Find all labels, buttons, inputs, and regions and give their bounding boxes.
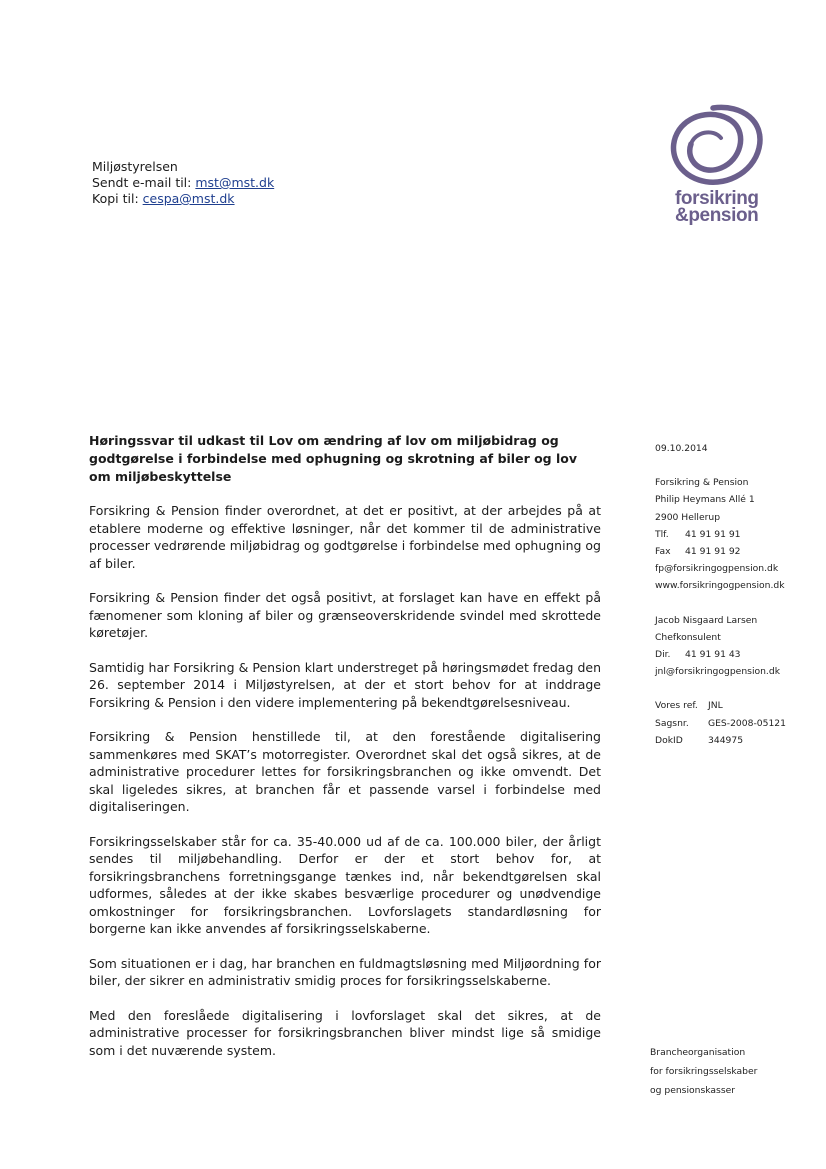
tagline-line-1: Brancheorganisation (650, 1047, 746, 1058)
sent-to-email-link[interactable]: mst@mst.dk (195, 175, 275, 190)
tagline-line-3: og pensionskasser (650, 1085, 736, 1096)
document-id-label: DokID (655, 734, 683, 746)
direct-phone-label: Dir. (655, 649, 671, 661)
logo-line-1: forsikring (675, 188, 759, 209)
paragraph: Som situationen er i dag, har branchen en fuldmagtsløsning med Miljøordning for biler, der sikrer en administrativ smidig proces for forsikringsselskaberne. (89, 955, 601, 988)
recipient-name: Miljøstyrelsen (92, 159, 178, 174)
fax-value: 41 91 91 92 (685, 546, 741, 558)
contact-name: Jacob Nisgaard Larsen (655, 614, 758, 626)
paragraph: Forsikringsselskaber står for ca. 35-40.000 ud af de ca. 100.000 biler, der årligt sendes til miljøbehandling. Derfor er der et stort behov for, at forsikringsbranchens forretningsgange tænkes ind, når bekendtgørelsen skal udformes, således at der ikke skabes besværlige procedurer og unødvendige omkostninger for forsikringsbranchen. Lovforslagets standardløsning for borgerne kan ikke anvendes af forsikringsselskaberne. (89, 833, 601, 936)
reference-label: Vores ref. (655, 700, 698, 712)
paragraph: Samtidig har Forsikring & Pension klart understreget på høringsmødet fredag den 26. september 2014 i Miljøstyrelsen, at der et stort behov for at inddrage Forsikring & Pension i den videre implementering på bekendtgørelsesniveau. (89, 659, 601, 710)
case-number-value: GES-2008-05121 (708, 717, 786, 729)
logo-line-2: &pension (675, 205, 759, 226)
org-street: Philip Heymans Allé 1 (655, 494, 755, 506)
reference-row (655, 697, 786, 714)
copy-to-label: Kopi til: (92, 191, 143, 206)
tagline-line-2: for forsikringsselskaber (650, 1066, 758, 1077)
copy-to-email-link[interactable]: cespa@mst.dk (142, 191, 235, 206)
paragraph: Forsikring & Pension finder overordnet, at det er positivt, at der arbejdes på at etablere moderne og effektive løsninger, når det kommer til de administrative processer vedrørende miljøbidrag og godtgørelse i forbindelse med ophugning og af biler. (89, 503, 601, 571)
paragraph: Forsikring & Pension finder det også positivt, at forslaget kan have en effekt på fænomener som kloning af biler og grænseoverskridende svindel med skrottede køretøjer. (89, 590, 601, 640)
reference-value: JNL (708, 700, 723, 712)
recipient-block (92, 159, 274, 207)
company-logo (657, 100, 767, 224)
case-number-row (655, 715, 786, 732)
letter-date: 09.10.2014 (655, 443, 708, 454)
logo-swirl-icon (661, 100, 765, 188)
copy-to-line (92, 191, 274, 207)
sent-to-line (92, 175, 274, 191)
fax-row (655, 543, 786, 560)
org-website: www.forsikringogpension.dk (655, 580, 785, 592)
direct-phone-row (655, 646, 786, 663)
logo-wordmark (675, 190, 767, 224)
paragraph: Med den foreslåede digitalisering i lovforslaget skal det sikres, at de administrative processer for forsikringsbranchen bliver mindst lige så smidige som i det nuværende system. (89, 1007, 601, 1058)
contact-email: jnl@forsikringogpension.dk (655, 666, 781, 678)
org-name: Forsikring & Pension (655, 477, 749, 489)
letter-body (89, 432, 601, 1076)
contact-title: Chefkonsulent (655, 631, 721, 643)
sender-info-sidebar (655, 440, 786, 749)
organization-tagline (650, 1043, 757, 1100)
letter-title: Høringssvar til udkast til Lov om ændring af lov om miljøbidrag og godtgørelse i forbindelse med ophugning og skrotning af biler og lov om miljøbeskyttelse (89, 433, 577, 484)
fax-label: Fax (655, 546, 671, 558)
paragraph: Forsikring & Pension henstillede til, at den forestående digitalisering sammenkøres med SKAT’s motorregister. Overordnet skal det også sikres, at de administrative procedurer lettes for forsikringsbranchen og ikke omvendt. Det skal ligeledes sikres, at branchen får et passende varsel i forbindelse med digitaliseringen. (89, 729, 601, 814)
org-city: 2900 Hellerup (655, 511, 721, 523)
phone-value: 41 91 91 91 (685, 528, 741, 540)
org-email: fp@forsikringogpension.dk (655, 563, 779, 575)
document-id-value: 344975 (708, 734, 744, 746)
phone-label: Tlf. (655, 528, 669, 540)
phone-row (655, 526, 786, 543)
direct-phone-value: 41 91 91 43 (685, 649, 741, 661)
case-number-label: Sagsnr. (655, 717, 689, 729)
document-id-row (655, 732, 786, 749)
sent-to-label: Sendt e-mail til: (92, 175, 196, 190)
